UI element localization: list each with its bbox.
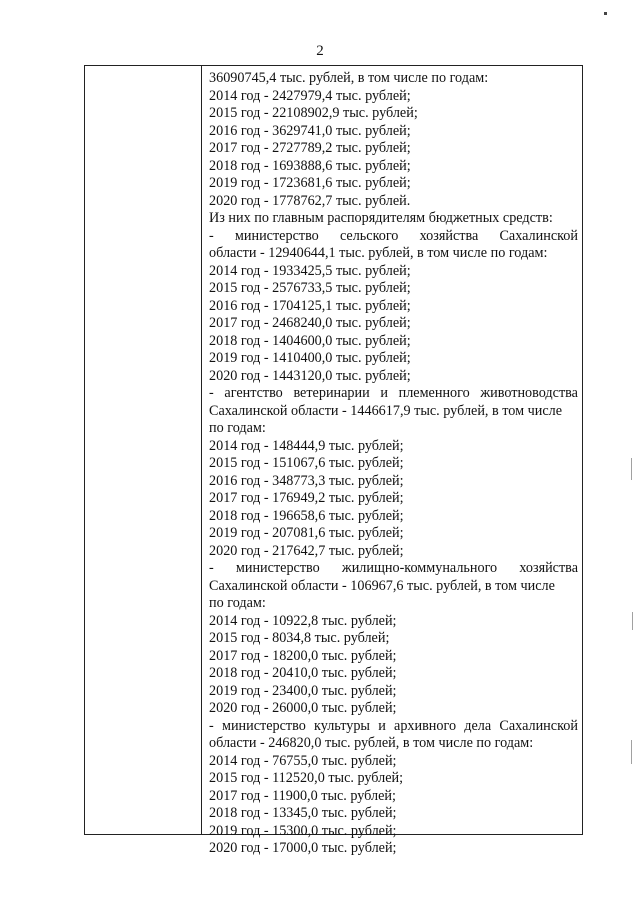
heading-word: министерство (234, 227, 319, 244)
heading-word: агентство (224, 385, 283, 401)
heading-word: министерство (235, 560, 320, 576)
ministry-agriculture-heading (209, 228, 578, 246)
ministry-agriculture-section (209, 228, 578, 386)
year-line: 2020 год - 1443120,0 тыс. рублей; (209, 367, 411, 384)
year-line: 2020 год - 17000,0 тыс. рублей; (209, 840, 397, 856)
heading-word: жилищно-коммунального (341, 560, 498, 576)
heading-word: - (209, 717, 214, 734)
year-line: 2018 год - 196658,6 тыс. рублей; (209, 507, 404, 524)
ministry-culture-heading (209, 718, 578, 736)
year-line: 2018 год - 20410,0 тыс. рублей; (209, 665, 397, 681)
heading-word: Сахалинской (499, 717, 578, 734)
year-line: 2020 год - 217642,7 тыс. рублей; (209, 542, 404, 559)
year-line: 2015 год - 8034,8 тыс. рублей; (209, 630, 390, 646)
year-line: 2020 год - 1778762,7 тыс. рублей. (209, 192, 411, 209)
funding-text-cell (209, 70, 578, 858)
heading-word: дела (464, 717, 492, 734)
year-line: 2017 год - 176949,2 тыс. рублей; (209, 490, 404, 506)
year-line: 2017 год - 11900,0 тыс. рублей; (209, 787, 396, 804)
agency-veterinary-total: Сахалинской области - 1446617,9 тыс. рублей, в том числе (209, 402, 563, 419)
year-line: 2019 год - 1723681,6 тыс. рублей; (209, 175, 411, 191)
total-intro: 36090745,4 тыс. рублей, в том числе по годам: (209, 70, 489, 86)
heading-word: Сахалинской (499, 227, 578, 244)
year-line: 2018 год - 13345,0 тыс. рублей; (209, 805, 397, 821)
heading-word: хозяйства (519, 560, 578, 576)
ministry-culture-total: области - 246820,0 тыс. рублей, в том числе по годам: (209, 735, 534, 751)
heading-word: - (209, 385, 214, 401)
page-number: 2 (316, 43, 324, 59)
year-line: 2016 год - 348773,3 тыс. рублей; (209, 472, 404, 489)
by-years-label: по годам: (209, 420, 266, 436)
year-line: 2020 год - 26000,0 тыс. рублей; (209, 700, 397, 716)
scan-speck (632, 612, 633, 630)
year-line: 2017 год - 2468240,0 тыс. рублей; (209, 315, 411, 331)
year-line: 2015 год - 2576733,5 тыс. рублей; (209, 280, 411, 296)
year-line: 2018 год - 1404600,0 тыс. рублей; (209, 332, 411, 349)
column-divider (201, 66, 202, 834)
year-line: 2019 год - 23400,0 тыс. рублей; (209, 682, 397, 699)
heading-word: животноводства (480, 385, 578, 401)
heading-word: ветеринарии (293, 385, 370, 401)
ministry-agriculture-total: области - 12940644,1 тыс. рублей, в том числе по годам: (209, 245, 548, 261)
year-line: 2018 год - 1693888,6 тыс. рублей; (209, 157, 411, 174)
year-line: 2016 год - 3629741,0 тыс. рублей; (209, 122, 411, 139)
ministry-housing-section (209, 560, 578, 718)
ministry-housing-total: Сахалинской области - 106967,6 тыс. рублей, в том числе (209, 577, 555, 594)
scan-speck (604, 12, 607, 15)
year-line: 2014 год - 76755,0 тыс. рублей; (209, 752, 397, 769)
year-line: 2014 год - 148444,9 тыс. рублей; (209, 437, 404, 454)
year-line: 2019 год - 207081,6 тыс. рублей; (209, 525, 404, 541)
year-line: 2017 год - 2727789,2 тыс. рублей; (209, 140, 411, 156)
year-line: 2019 год - 1410400,0 тыс. рублей; (209, 350, 411, 366)
scan-speck (631, 740, 632, 764)
budget-table (84, 65, 583, 856)
ministry-culture-section (209, 718, 578, 858)
heading-word: архивного (394, 717, 457, 734)
year-line: 2015 год - 151067,6 тыс. рублей; (209, 455, 404, 471)
year-line: 2014 год - 2427979,4 тыс. рублей; (209, 87, 411, 104)
heading-word: и (380, 385, 388, 401)
heading-word: культуры (314, 717, 370, 734)
heading-word: - (209, 227, 214, 244)
year-line: 2014 год - 1933425,5 тыс. рублей; (209, 262, 411, 279)
year-line: 2017 год - 18200,0 тыс. рублей; (209, 647, 397, 664)
by-years-label: по годам: (209, 595, 266, 611)
heading-word: министерство (221, 717, 306, 734)
ministry-housing-heading (209, 560, 578, 578)
total-years-list (209, 88, 578, 211)
agency-veterinary-heading (209, 385, 578, 403)
heading-word: - (209, 560, 214, 576)
heading-word: племенного (398, 385, 470, 401)
heading-word: хозяйства (419, 227, 479, 244)
heading-word: сельского (339, 227, 399, 244)
distributors-intro: Из них по главным распорядителям бюджетных средств: (209, 210, 553, 226)
year-line: 2019 год - 15300,0 тыс. рублей; (209, 822, 397, 839)
heading-word: и (378, 717, 386, 734)
year-line: 2016 год - 1704125,1 тыс. рублей; (209, 297, 411, 314)
scan-speck (631, 458, 632, 480)
year-line: 2015 год - 22108902,9 тыс. рублей; (209, 105, 418, 121)
year-line: 2015 год - 112520,0 тыс. рублей; (209, 770, 404, 786)
agency-veterinary-section (209, 385, 578, 560)
year-line: 2014 год - 10922,8 тыс. рублей; (209, 612, 397, 629)
